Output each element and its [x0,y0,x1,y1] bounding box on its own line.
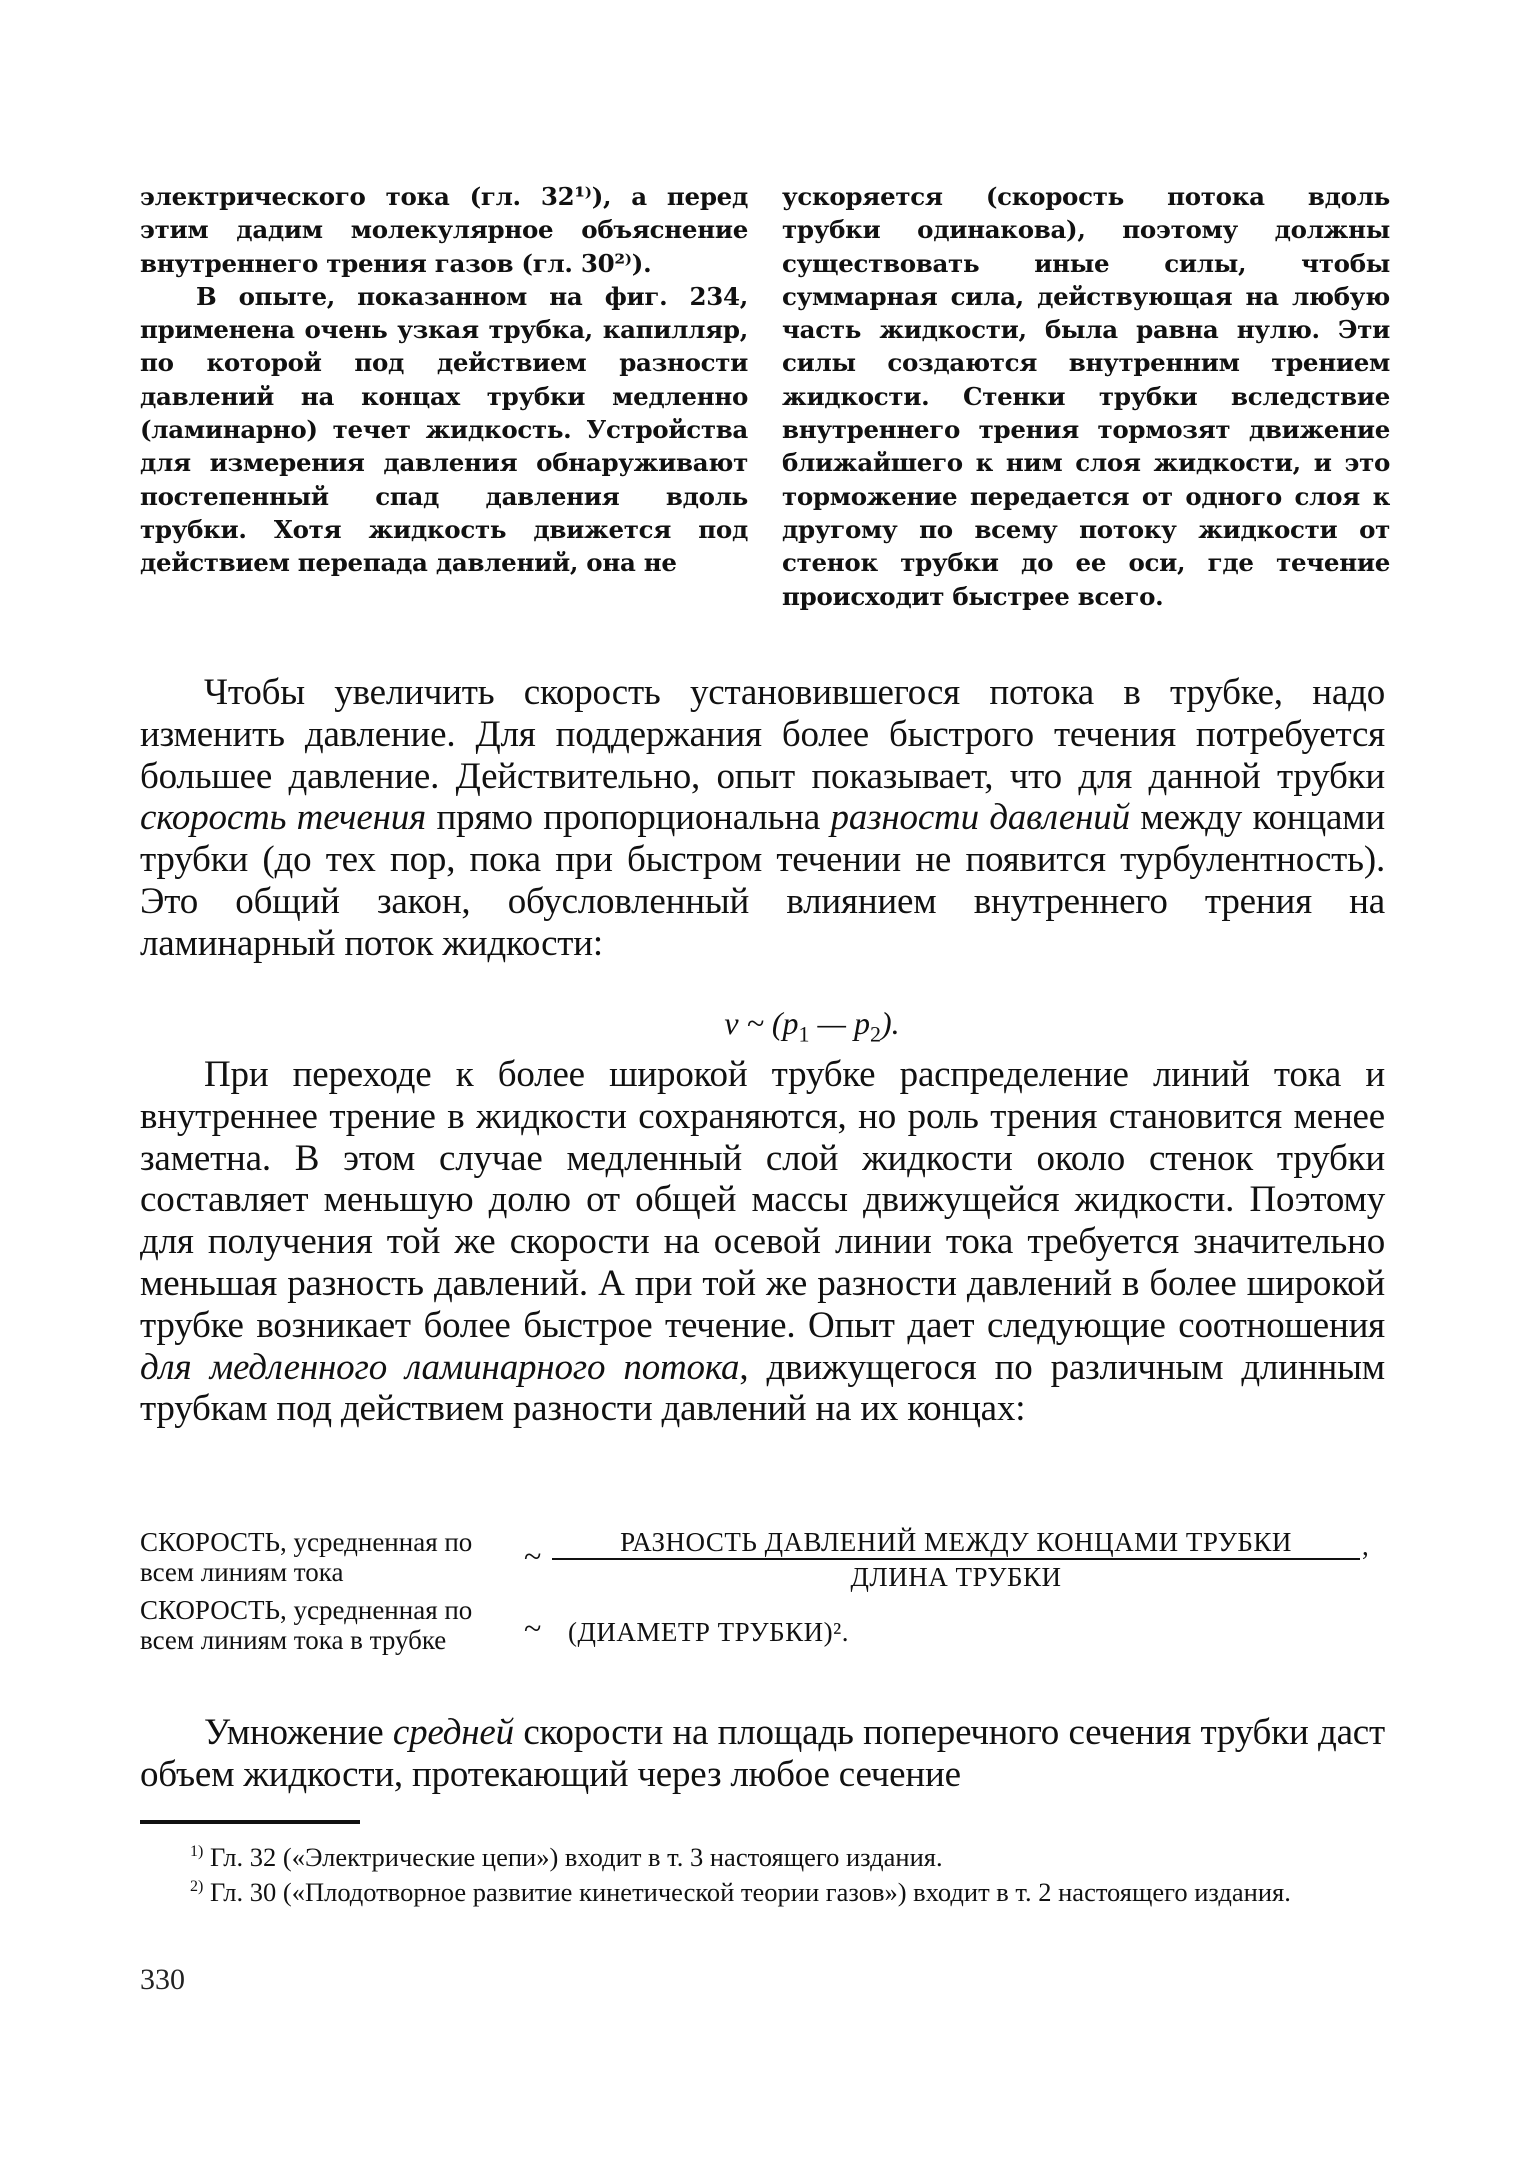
relation-speed-vs-pressure-gradient [140,1527,1390,1597]
formula-open: (p [771,1005,799,1041]
footnote-divider [140,1820,360,1824]
paragraph-viscous-flow-law [140,672,1385,965]
relation-1-tilde: ~ [524,1538,542,1574]
relation-2-rhs: (ДИАМЕТР ТРУБКИ)². [568,1617,849,1647]
right-column [782,180,1390,613]
text: Умножение [204,1712,393,1753]
formula-sub-2: 2 [869,1021,881,1047]
paragraph-wider-tube [140,1054,1385,1430]
left-column [140,180,748,580]
left-column-paragraph-2: В опыте, показанном на фиг. 234, применена очень узкая трубка, капилляр, по которой под действием разности давлений на концах трубки медленно (ламинарно) течет жидкость. Устройства для измерения давления обнаруживают постепенный спад давления вдоль трубки. Хотя жидкость движется под действием перепада давлений, она не [140,281,748,578]
relation-1-fraction [552,1527,1360,1592]
right-column-paragraph-1: ускоряется (скорость потока вдоль трубки одинакова), поэтому должны существовать иные силы, чтобы суммарная сила, действующая на любую часть жидкости, была равна нулю. Эти силы создаются внутренним трением жидкости. Стенки трубки вследствие внутреннего трения тормозят движение ближайшего к ним слоя жидкости, и это торможение передается от одного слоя к другому по всему потоку жидкости от стенок трубки до ее оси, где течение происходит быстрее всего. [782,182,1390,611]
relation-1-denominator: ДЛИНА ТРУБКИ [850,1562,1062,1592]
text: Чтобы увеличить скорость установившегося потока в трубке, надо изменить давление. Для поддержания более быстрого течения потребуется большее давление. Действительно, опыт показывает, что для данной трубки [140,672,1385,797]
left-column-paragraph-1: электрического тока (гл. 32¹⁾), а перед этим дадим молекулярное объяснение внутреннего трения газов (гл. 30²⁾). [140,182,748,278]
text: прямо пропорциональна [426,797,831,839]
emphasis-pressure-difference: разности давлений [830,797,1130,839]
footnotes [140,1837,1388,1908]
emphasis-average: средней [392,1712,514,1753]
formula-v: v [724,1005,739,1041]
text: скорости на площадь поперечного сечения трубки даст объем жидкости, протекающий через любое сечение [140,1712,1385,1795]
formula-minus: — p [809,1005,870,1041]
text: между концами трубки (до тех пор, пока при быстром течении не появится турбулентность). Это общий закон, обусловленный влиянием внутреннего трения на ламинарный поток жидкости: [140,797,1385,964]
footnote-1 [140,1837,1388,1872]
relation-1-comma: , [1362,1531,1369,1561]
formula-tilde: ~ [746,1005,764,1041]
relation-speed-vs-diameter [140,1595,1390,1695]
relation-1-lhs: СКОРОСТЬ, усредненная по всем линиям тока [140,1527,473,1587]
emphasis-flow-speed: скорость течения [140,797,427,839]
formula-sub-1: 1 [798,1021,810,1047]
footnote-1-mark: 1) [190,1843,204,1860]
paragraph-volume-flow [140,1712,1385,1796]
relation-1-numerator: РАЗНОСТЬ ДАВЛЕНИЙ МЕЖДУ КОНЦАМИ ТРУБКИ [552,1527,1360,1560]
relation-2-lhs: СКОРОСТЬ, усредненная по всем линиям тока в трубке [140,1595,473,1655]
emphasis-laminar-flow: для медленного ламинарного потока [140,1346,740,1388]
formula-close: ). [880,1005,900,1041]
footnote-2 [140,1872,1388,1907]
text: , движущегося по различным длинным трубкам под действием разности давлений на их концах: [140,1346,1385,1430]
page-number: 330 [140,1963,185,1996]
footnote-2-mark: 2) [190,1878,204,1896]
formula-velocity-proportional-pressure [0,1005,1514,1047]
text: При переходе к более широкой трубке распределение линий тока и внутреннее трение в жидкости сохраняются, но роль трения становится менее заметна. В этом случае медленный слой жидкости около стенок трубки составляет меньшую долю от общей массы движущейся жидкости. Поэтому для получения той же скорости на осевой линии тока требуется значительно меньшая разность давлений. А при той же разности давлений в более широкой трубке возникает более быстрое течение. Опыт дает следующие соотношения [140,1054,1385,1346]
footnote-2-text: Гл. 30 («Плодотворное развитие кинетической теории газов») входит в т. 2 настоящего издания. [203,1877,1291,1908]
relation-2-tilde: ~ [524,1610,542,1646]
footnote-1-text: Гл. 32 («Электрические цепи») входит в т. 3 настоящего издания. [203,1841,943,1872]
